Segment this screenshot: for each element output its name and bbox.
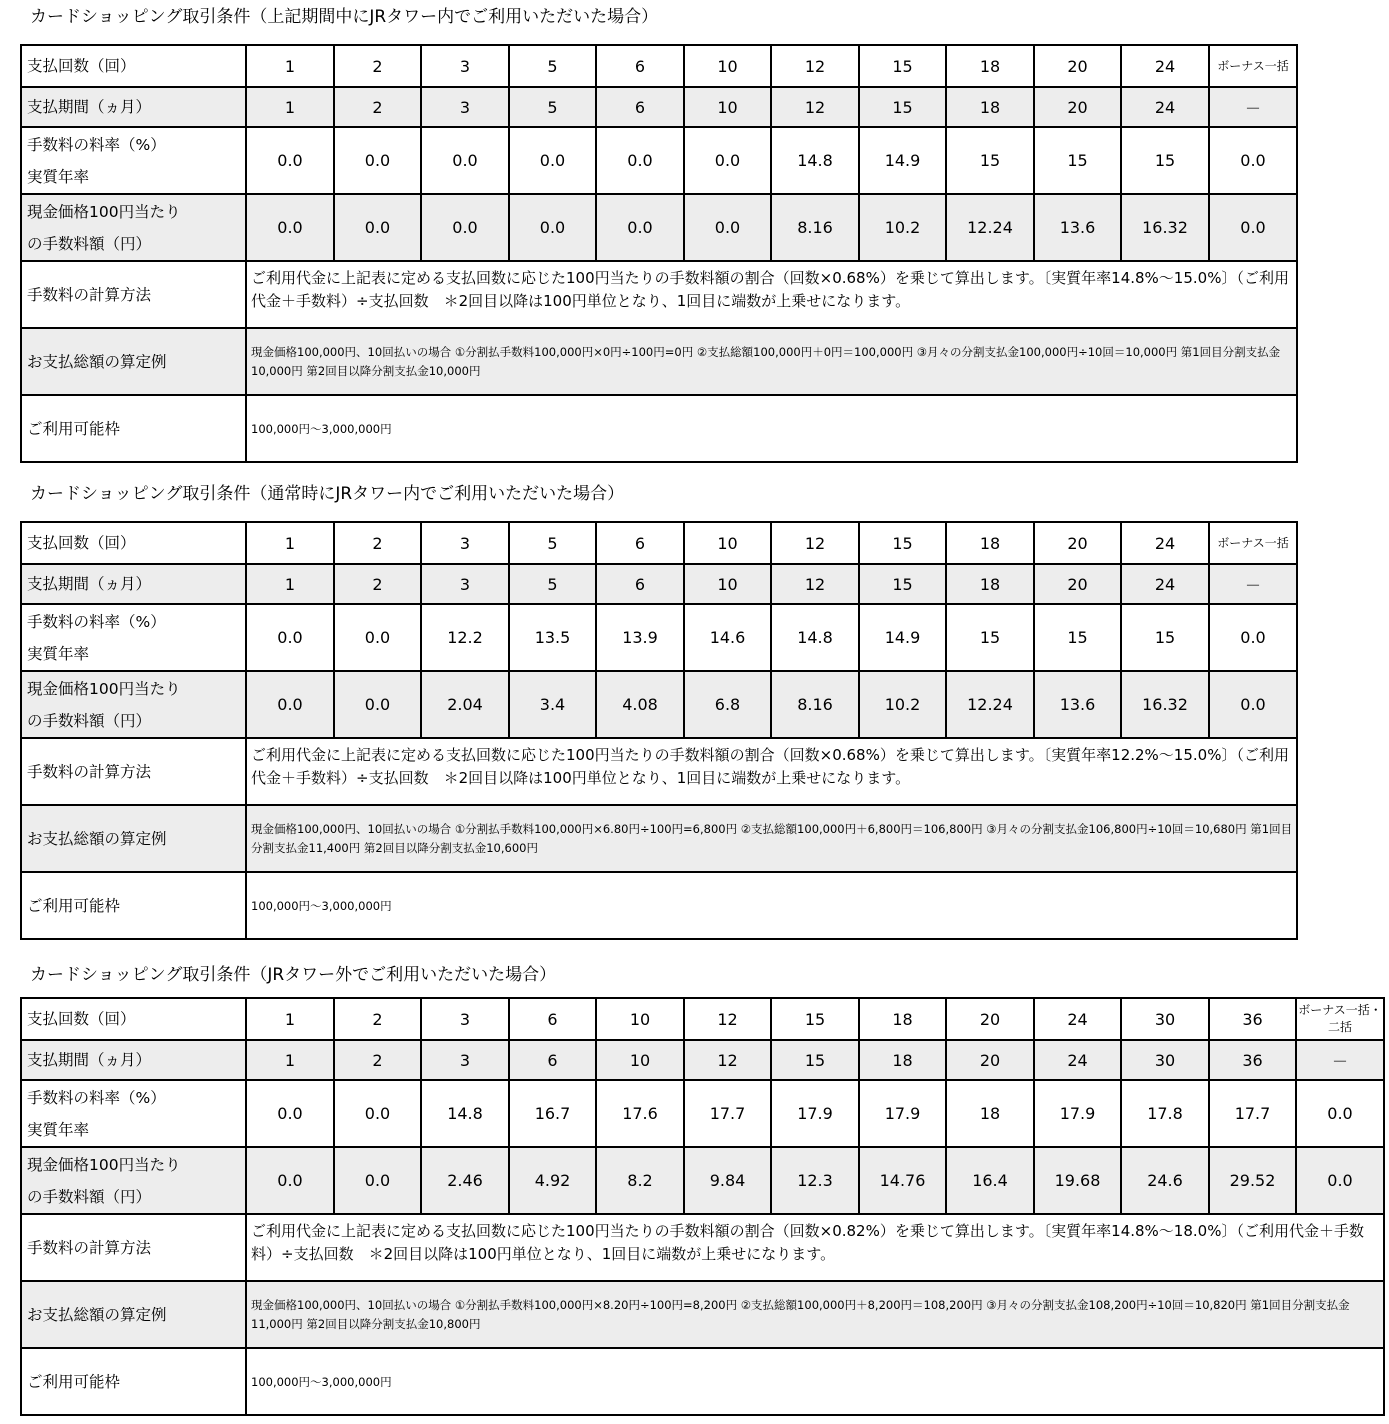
rate-cell: 17.8 — [1121, 1080, 1209, 1147]
fee-cell: 0.0 — [246, 1147, 334, 1214]
fee-cell: 24.6 — [1121, 1147, 1209, 1214]
row-label-line2: の手数料額（円） — [27, 1187, 152, 1206]
rate-cell: 15 — [946, 604, 1034, 671]
row-label: 支払期間（ヵ月） — [21, 87, 246, 127]
row-label — [21, 1080, 246, 1147]
rate-cell: 17.9 — [1034, 1080, 1121, 1147]
rate-cell: 0.0 — [509, 127, 596, 194]
row-label-line2: 実質年率 — [27, 167, 90, 186]
count-cell: 12 — [771, 522, 859, 564]
fee-cell: 10.2 — [859, 194, 946, 261]
fee-cell: 8.2 — [596, 1147, 684, 1214]
period-cell: 2 — [334, 87, 421, 127]
count-cell: 3 — [421, 45, 509, 87]
example-text: 現金価格100,000円、10回払いの場合 ①分割払手数料100,000円×6.80円÷100円=6,800円 ②支払総額100,000円＋6,800円＝106,800円 ③月々の分割支払金106,800円÷10回＝10,680円 第1回目分割支払金11,400円 第2回目以降分割支払金10,600円 — [246, 805, 1297, 872]
rate-cell: 0.0 — [421, 127, 509, 194]
count-cell: 6 — [596, 45, 684, 87]
fee-cell: 6.8 — [684, 671, 771, 738]
count-cell: 1 — [246, 998, 334, 1040]
count-cell: 1 — [246, 45, 334, 87]
bonus-count-cell: ボーナス一括 — [1209, 522, 1297, 564]
rate-cell: 17.7 — [1209, 1080, 1296, 1147]
period-cell: 20 — [946, 1040, 1034, 1080]
row-label-line1: 手数料の料率（%） — [27, 135, 166, 154]
bonus-rate-cell: 0.0 — [1209, 127, 1297, 194]
period-cell: 6 — [596, 87, 684, 127]
fee-cell: 8.16 — [771, 194, 859, 261]
count-cell: 10 — [596, 998, 684, 1040]
rate-cell: 17.9 — [859, 1080, 946, 1147]
bonus-rate-cell: 0.0 — [1209, 604, 1297, 671]
fee-cell: 0.0 — [421, 194, 509, 261]
count-cell: 3 — [421, 998, 509, 1040]
calc-method-row — [21, 261, 1297, 328]
row-label: ご利用可能枠 — [21, 1348, 246, 1415]
count-cell: 20 — [1034, 45, 1121, 87]
row-label-line1: 現金価格100円当たり — [27, 202, 181, 221]
fee-cell: 0.0 — [334, 194, 421, 261]
row-label: 支払期間（ヵ月） — [21, 564, 246, 604]
row-label-line2: 実質年率 — [27, 644, 90, 663]
period-cell: 24 — [1034, 1040, 1121, 1080]
period-cell: 1 — [246, 1040, 334, 1080]
row-label-line1: 現金価格100円当たり — [27, 1155, 181, 1174]
limit-text: 100,000円～3,000,000円 — [246, 1348, 1384, 1415]
example-row — [21, 328, 1297, 395]
count-cell: 24 — [1121, 45, 1209, 87]
payment-period-row — [21, 564, 1297, 604]
rate-cell: 14.9 — [859, 604, 946, 671]
count-cell: 18 — [859, 998, 946, 1040]
row-label-line2: 実質年率 — [27, 1120, 90, 1139]
period-cell: 1 — [246, 564, 334, 604]
count-cell: 1 — [246, 522, 334, 564]
rate-cell: 14.8 — [771, 604, 859, 671]
row-label — [21, 194, 246, 261]
count-cell: 30 — [1121, 998, 1209, 1040]
row-label-line1: 手数料の料率（%） — [27, 1088, 166, 1107]
fee-rate-row — [21, 1080, 1384, 1147]
limit-row — [21, 395, 1297, 462]
rate-cell: 0.0 — [596, 127, 684, 194]
fee-cell: 14.76 — [859, 1147, 946, 1214]
rate-cell: 15 — [946, 127, 1034, 194]
fee-cell: 0.0 — [246, 194, 334, 261]
count-cell: 12 — [684, 998, 771, 1040]
period-cell: 6 — [509, 1040, 596, 1080]
period-cell: 3 — [421, 87, 509, 127]
example-text: 現金価格100,000円、10回払いの場合 ①分割払手数料100,000円×8.20円÷100円=8,200円 ②支払総額100,000円＋8,200円＝108,200円 ③月々の分割支払金108,200円÷10回＝10,820円 第1回目分割支払金11,000円 第2回目以降分割支払金10,800円 — [246, 1281, 1384, 1348]
section-2-title: カードショッピング取引条件（通常時にJRタワー内でご利用いただいた場合） — [30, 484, 625, 504]
bonus-fee-cell: 0.0 — [1296, 1147, 1384, 1214]
row-label: お支払総額の算定例 — [21, 805, 246, 872]
fee-cell: 12.3 — [771, 1147, 859, 1214]
bonus-rate-cell: 0.0 — [1296, 1080, 1384, 1147]
fee-cell: 3.4 — [509, 671, 596, 738]
section-2-table — [20, 521, 1298, 940]
fee-cell: 12.24 — [946, 671, 1034, 738]
rate-cell: 15 — [1034, 604, 1121, 671]
rate-cell: 17.6 — [596, 1080, 684, 1147]
rate-cell: 15 — [1034, 127, 1121, 194]
limit-text: 100,000円～3,000,000円 — [246, 872, 1297, 939]
rate-cell: 0.0 — [334, 604, 421, 671]
period-cell: 1 — [246, 87, 334, 127]
payment-period-row — [21, 1040, 1384, 1080]
rate-cell: 15 — [1121, 604, 1209, 671]
limit-row — [21, 1348, 1384, 1415]
fee-cell: 0.0 — [246, 671, 334, 738]
payment-count-row — [21, 522, 1297, 564]
row-label — [21, 1147, 246, 1214]
bonus-period-cell: － — [1209, 87, 1297, 127]
row-label: 手数料の計算方法 — [21, 261, 246, 328]
count-cell: 5 — [509, 45, 596, 87]
calc-method-body: ご利用代金に上記表に定める支払回数に応じた100円当たりの手数料額の割合（回数×0.82%）を乗じて算出します。〔実質年率14.8%～18.0%〕（ご利用代金＋手数料）÷支払回数 ＊2回目以降は100円単位となり、1回目に端数が上乗せになります。 — [251, 1222, 1364, 1263]
bonus-period-cell: － — [1296, 1040, 1384, 1080]
calc-method-row — [21, 738, 1297, 805]
fee-cell: 0.0 — [596, 194, 684, 261]
payment-count-row — [21, 998, 1384, 1040]
count-cell: 10 — [684, 45, 771, 87]
fee-cell: 16.4 — [946, 1147, 1034, 1214]
count-cell: 5 — [509, 522, 596, 564]
period-cell: 18 — [946, 564, 1034, 604]
row-label — [21, 604, 246, 671]
row-label — [21, 127, 246, 194]
period-cell: 3 — [421, 1040, 509, 1080]
period-cell: 24 — [1121, 87, 1209, 127]
fee-cell: 13.6 — [1034, 671, 1121, 738]
period-cell: 12 — [771, 87, 859, 127]
period-cell: 30 — [1121, 1040, 1209, 1080]
fee-cell: 0.0 — [334, 671, 421, 738]
count-cell: 15 — [771, 998, 859, 1040]
fee-rate-row — [21, 127, 1297, 194]
row-label: 手数料の計算方法 — [21, 1214, 246, 1281]
count-cell: 24 — [1121, 522, 1209, 564]
fee-cell: 2.46 — [421, 1147, 509, 1214]
rate-cell: 14.9 — [859, 127, 946, 194]
period-cell: 15 — [859, 564, 946, 604]
payment-period-row — [21, 87, 1297, 127]
period-cell: 18 — [946, 87, 1034, 127]
count-cell: 18 — [946, 45, 1034, 87]
example-row — [21, 1281, 1384, 1348]
row-label: 支払回数（回） — [21, 45, 246, 87]
calc-method-body: ご利用代金に上記表に定める支払回数に応じた100円当たりの手数料額の割合（回数×0.68%）を乗じて算出します。〔実質年率14.8%～15.0%〕（ご利用代金＋手数料）÷支払回数 ＊2回目以降は100円単位となり、1回目に端数が上乗せになります。 — [251, 269, 1289, 310]
period-cell: 20 — [1034, 87, 1121, 127]
period-cell: 20 — [1034, 564, 1121, 604]
count-cell: 24 — [1034, 998, 1121, 1040]
row-label-line2: の手数料額（円） — [27, 711, 152, 730]
fee-cell: 0.0 — [334, 1147, 421, 1214]
fee-cell: 4.08 — [596, 671, 684, 738]
period-cell: 24 — [1121, 564, 1209, 604]
count-cell: 15 — [859, 522, 946, 564]
rate-cell: 0.0 — [684, 127, 771, 194]
rate-cell: 17.9 — [771, 1080, 859, 1147]
rate-cell: 0.0 — [334, 127, 421, 194]
fee-cell: 10.2 — [859, 671, 946, 738]
count-cell: 20 — [1034, 522, 1121, 564]
period-cell: 10 — [684, 87, 771, 127]
payment-count-row — [21, 45, 1297, 87]
limit-row — [21, 872, 1297, 939]
count-cell: 10 — [684, 522, 771, 564]
row-label: ご利用可能枠 — [21, 395, 246, 462]
count-cell: 2 — [334, 998, 421, 1040]
period-cell: 6 — [596, 564, 684, 604]
fee-amount-row — [21, 194, 1297, 261]
period-cell: 2 — [334, 564, 421, 604]
period-cell: 3 — [421, 564, 509, 604]
row-label — [21, 671, 246, 738]
period-cell: 5 — [509, 87, 596, 127]
fee-cell: 12.24 — [946, 194, 1034, 261]
fee-amount-row — [21, 671, 1297, 738]
period-cell: 12 — [771, 564, 859, 604]
fee-cell: 8.16 — [771, 671, 859, 738]
row-label-line1: 現金価格100円当たり — [27, 679, 181, 698]
row-label: 支払回数（回） — [21, 998, 246, 1040]
period-cell: 18 — [859, 1040, 946, 1080]
fee-cell: 0.0 — [509, 194, 596, 261]
fee-cell: 0.0 — [684, 194, 771, 261]
calc-method-text — [246, 261, 1297, 328]
period-cell: 5 — [509, 564, 596, 604]
row-label-line2: の手数料額（円） — [27, 234, 152, 253]
rate-cell: 0.0 — [246, 127, 334, 194]
fee-cell: 4.92 — [509, 1147, 596, 1214]
limit-text: 100,000円～3,000,000円 — [246, 395, 1297, 462]
fee-cell: 2.04 — [421, 671, 509, 738]
section-3-table — [20, 997, 1385, 1416]
fee-cell: 19.68 — [1034, 1147, 1121, 1214]
period-cell: 10 — [684, 564, 771, 604]
count-cell: 36 — [1209, 998, 1296, 1040]
rate-cell: 13.9 — [596, 604, 684, 671]
count-cell: 6 — [596, 522, 684, 564]
section-1-title: カードショッピング取引条件（上記期間中にJRタワー内でご利用いただいた場合） — [30, 7, 659, 27]
row-label: お支払総額の算定例 — [21, 328, 246, 395]
bonus-count-cell: ボーナス一括・二括 — [1296, 998, 1384, 1040]
period-cell: 12 — [684, 1040, 771, 1080]
rate-cell: 14.6 — [684, 604, 771, 671]
period-cell: 15 — [771, 1040, 859, 1080]
period-cell: 10 — [596, 1040, 684, 1080]
count-cell: 18 — [946, 522, 1034, 564]
row-label: 手数料の計算方法 — [21, 738, 246, 805]
fee-cell: 29.52 — [1209, 1147, 1296, 1214]
rate-cell: 0.0 — [246, 604, 334, 671]
rate-cell: 0.0 — [246, 1080, 334, 1147]
count-cell: 3 — [421, 522, 509, 564]
rate-cell: 0.0 — [334, 1080, 421, 1147]
rate-cell: 12.2 — [421, 604, 509, 671]
rate-cell: 17.7 — [684, 1080, 771, 1147]
bonus-count-cell: ボーナス一括 — [1209, 45, 1297, 87]
row-label: 支払期間（ヵ月） — [21, 1040, 246, 1080]
section-3-title: カードショッピング取引条件（JRタワー外でご利用いただいた場合） — [30, 965, 557, 985]
calc-method-row — [21, 1214, 1384, 1281]
row-label: ご利用可能枠 — [21, 872, 246, 939]
example-text: 現金価格100,000円、10回払いの場合 ①分割払手数料100,000円×0円÷100円=0円 ②支払総額100,000円＋0円＝100,000円 ③月々の分割支払金100,000円÷10回＝10,000円 第1回目分割支払金10,000円 第2回目以降分割支払金10,000円 — [246, 328, 1297, 395]
count-cell: 6 — [509, 998, 596, 1040]
fee-amount-row — [21, 1147, 1384, 1214]
fee-cell: 16.32 — [1121, 671, 1209, 738]
rate-cell: 15 — [1121, 127, 1209, 194]
count-cell: 2 — [334, 522, 421, 564]
rate-cell: 14.8 — [771, 127, 859, 194]
section-1-table — [20, 44, 1298, 463]
count-cell: 12 — [771, 45, 859, 87]
bonus-fee-cell: 0.0 — [1209, 194, 1297, 261]
bonus-period-cell: － — [1209, 564, 1297, 604]
period-cell: 36 — [1209, 1040, 1296, 1080]
rate-cell: 16.7 — [509, 1080, 596, 1147]
row-label-line1: 手数料の料率（%） — [27, 612, 166, 631]
row-label: お支払総額の算定例 — [21, 1281, 246, 1348]
row-label: 支払回数（回） — [21, 522, 246, 564]
calc-method-text — [246, 1214, 1384, 1281]
period-cell: 15 — [859, 87, 946, 127]
count-cell: 15 — [859, 45, 946, 87]
count-cell: 20 — [946, 998, 1034, 1040]
rate-cell: 14.8 — [421, 1080, 509, 1147]
calc-method-text — [246, 738, 1297, 805]
calc-method-body: ご利用代金に上記表に定める支払回数に応じた100円当たりの手数料額の割合（回数×0.68%）を乗じて算出します。〔実質年率12.2%～15.0%〕（ご利用代金＋手数料）÷支払回数 ＊2回目以降は100円単位となり、1回目に端数が上乗せになります。 — [251, 746, 1289, 787]
fee-cell: 9.84 — [684, 1147, 771, 1214]
rate-cell: 13.5 — [509, 604, 596, 671]
fee-rate-row — [21, 604, 1297, 671]
fee-cell: 13.6 — [1034, 194, 1121, 261]
bonus-fee-cell: 0.0 — [1209, 671, 1297, 738]
period-cell: 2 — [334, 1040, 421, 1080]
rate-cell: 18 — [946, 1080, 1034, 1147]
example-row — [21, 805, 1297, 872]
fee-cell: 16.32 — [1121, 194, 1209, 261]
count-cell: 2 — [334, 45, 421, 87]
